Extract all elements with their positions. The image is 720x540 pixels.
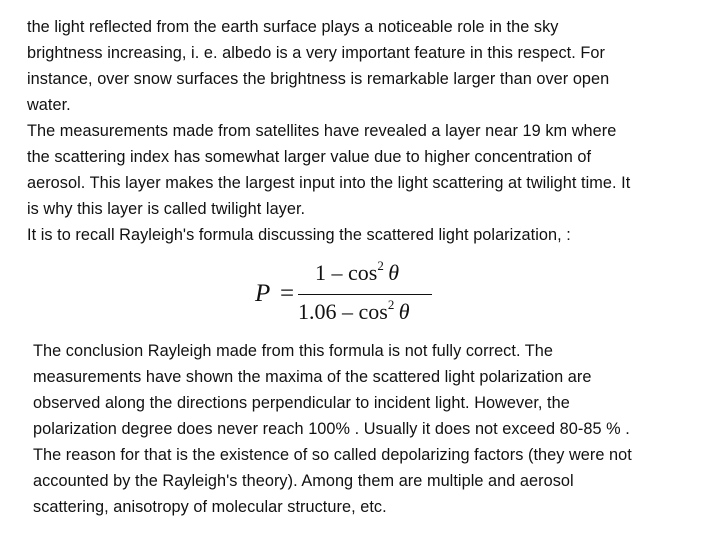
formula-lhs: P: [255, 280, 271, 307]
text-line: aerosol. This layer makes the largest input into the light scattering at twilight time. It: [27, 174, 631, 192]
text-line: The reason for that is the existence of so called depolarizing factors (they were not: [33, 446, 632, 464]
numerator-theta: θ: [388, 260, 400, 285]
denominator-theta: θ: [398, 299, 410, 324]
text-line: The conclusion Rayleigh made from this formula is not fully correct. The: [33, 342, 553, 360]
text-line: measurements have shown the maxima of the scattered light polarization are: [33, 368, 592, 386]
numerator-exponent: 2: [377, 258, 384, 273]
text-line: the light reflected from the earth surface plays a noticeable role in the sky: [27, 18, 559, 36]
text-line: It is to recall Rayleigh's formula discussing the scattered light polarization, :: [27, 226, 571, 244]
text-line: accounted by the Rayleigh's theory). Among them are multiple and aerosol: [33, 472, 574, 490]
denominator-text: 1.06 – cos: [298, 299, 388, 324]
text-line: observed along the directions perpendicular to incident light. However, the: [33, 394, 570, 412]
text-line: water.: [27, 96, 71, 114]
formula-equals: =: [280, 280, 295, 307]
fraction-bar: [298, 294, 432, 295]
text-line: The measurements made from satellites have revealed a layer near 19 km where: [27, 122, 617, 140]
rayleigh-polarization-formula: [253, 258, 453, 330]
text-line: brightness increasing, i. e. albedo is a very important feature in this respect. For: [27, 44, 605, 62]
text-line: instance, over snow surfaces the brightness is remarkable larger than over open: [27, 70, 610, 88]
text-line: the scattering index has somewhat larger value due to higher concentration of: [27, 148, 592, 166]
text-line: is why this layer is called twilight layer.: [27, 200, 306, 218]
denominator-exponent: 2: [387, 297, 395, 312]
text-line: polarization degree does never reach 100% . Usually it does not exceed 80-85 % .: [33, 420, 630, 438]
formula-denominator: [298, 299, 410, 325]
numerator-text: 1 – cos: [315, 260, 378, 285]
text-line: scattering, anisotropy of molecular structure, etc.: [33, 498, 387, 516]
formula-numerator: [315, 260, 399, 286]
